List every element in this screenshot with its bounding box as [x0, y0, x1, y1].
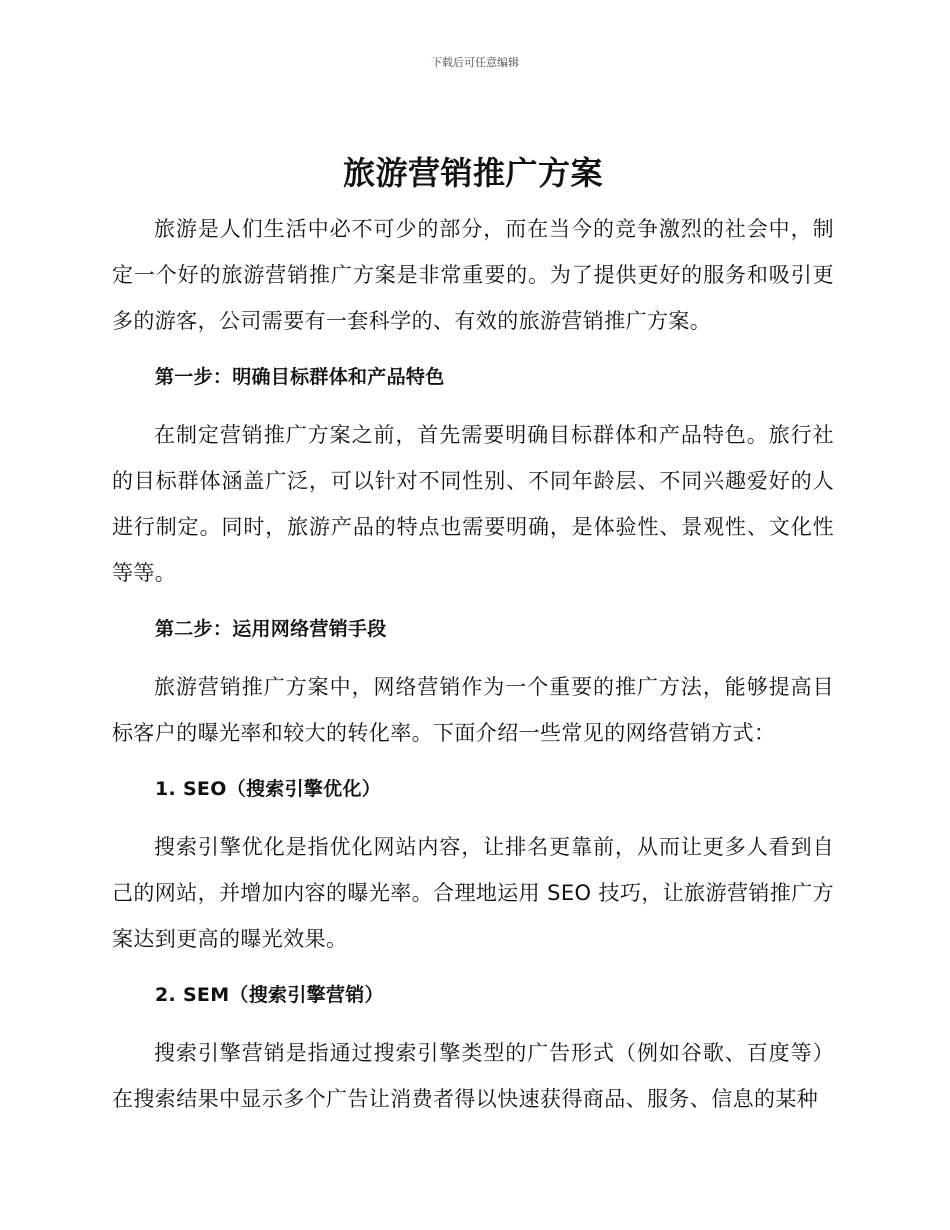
- section-body-seo: 搜索引擎优化是指优化网站内容，让排名更靠前，从而让更多人看到自己的网站，并增加内容的曝光率。合理地运用 SEO 技巧，让旅游营销推广方案达到更高的曝光效果。: [112, 835, 834, 951]
- section-heading-seo: 1. SEO（搜索引擎优化）: [155, 778, 382, 800]
- section-body-step1: 在制定营销推广方案之前，首先需要明确目标群体和产品特色。旅行社的目标群体涵盖广泛，可以针对不同性别、不同年龄层、不同兴趣爱好的人进行制定。同时，旅游产品的特点也需要明确，是体验性、景观性、文化性等等。: [112, 423, 834, 585]
- document-content: [112, 146, 834, 1122]
- section-body-step2: 旅游营销推广方案中，网络营销作为一个重要的推广方法，能够提高目标客户的曝光率和较大的转化率。下面介绍一些常见的网络营销方式：: [112, 675, 834, 745]
- header-note: 下载后可任意编辑: [431, 56, 519, 69]
- section-body-sem: 搜索引擎营销是指通过搜索引擎类型的广告形式（例如谷歌、百度等）在搜索结果中显示多个广告让消费者得以快速获得商品、服务、信息的某种: [112, 1041, 834, 1111]
- section-heading-step2: 第二步：运用网络营销手段: [155, 618, 387, 640]
- section-heading-step1: 第一步：明确目标群体和产品特色: [155, 366, 445, 388]
- document-title: 旅游营销推广方案: [342, 154, 603, 192]
- intro-paragraph: 旅游是人们生活中必不可少的部分，而在当今的竞争激烈的社会中，制定一个好的旅游营销推广方案是非常重要的。为了提供更好的服务和吸引更多的游客，公司需要有一套科学的、有效的旅游营销推广方案。: [112, 217, 834, 333]
- section-heading-sem: 2. SEM（搜索引擎营销）: [155, 984, 384, 1006]
